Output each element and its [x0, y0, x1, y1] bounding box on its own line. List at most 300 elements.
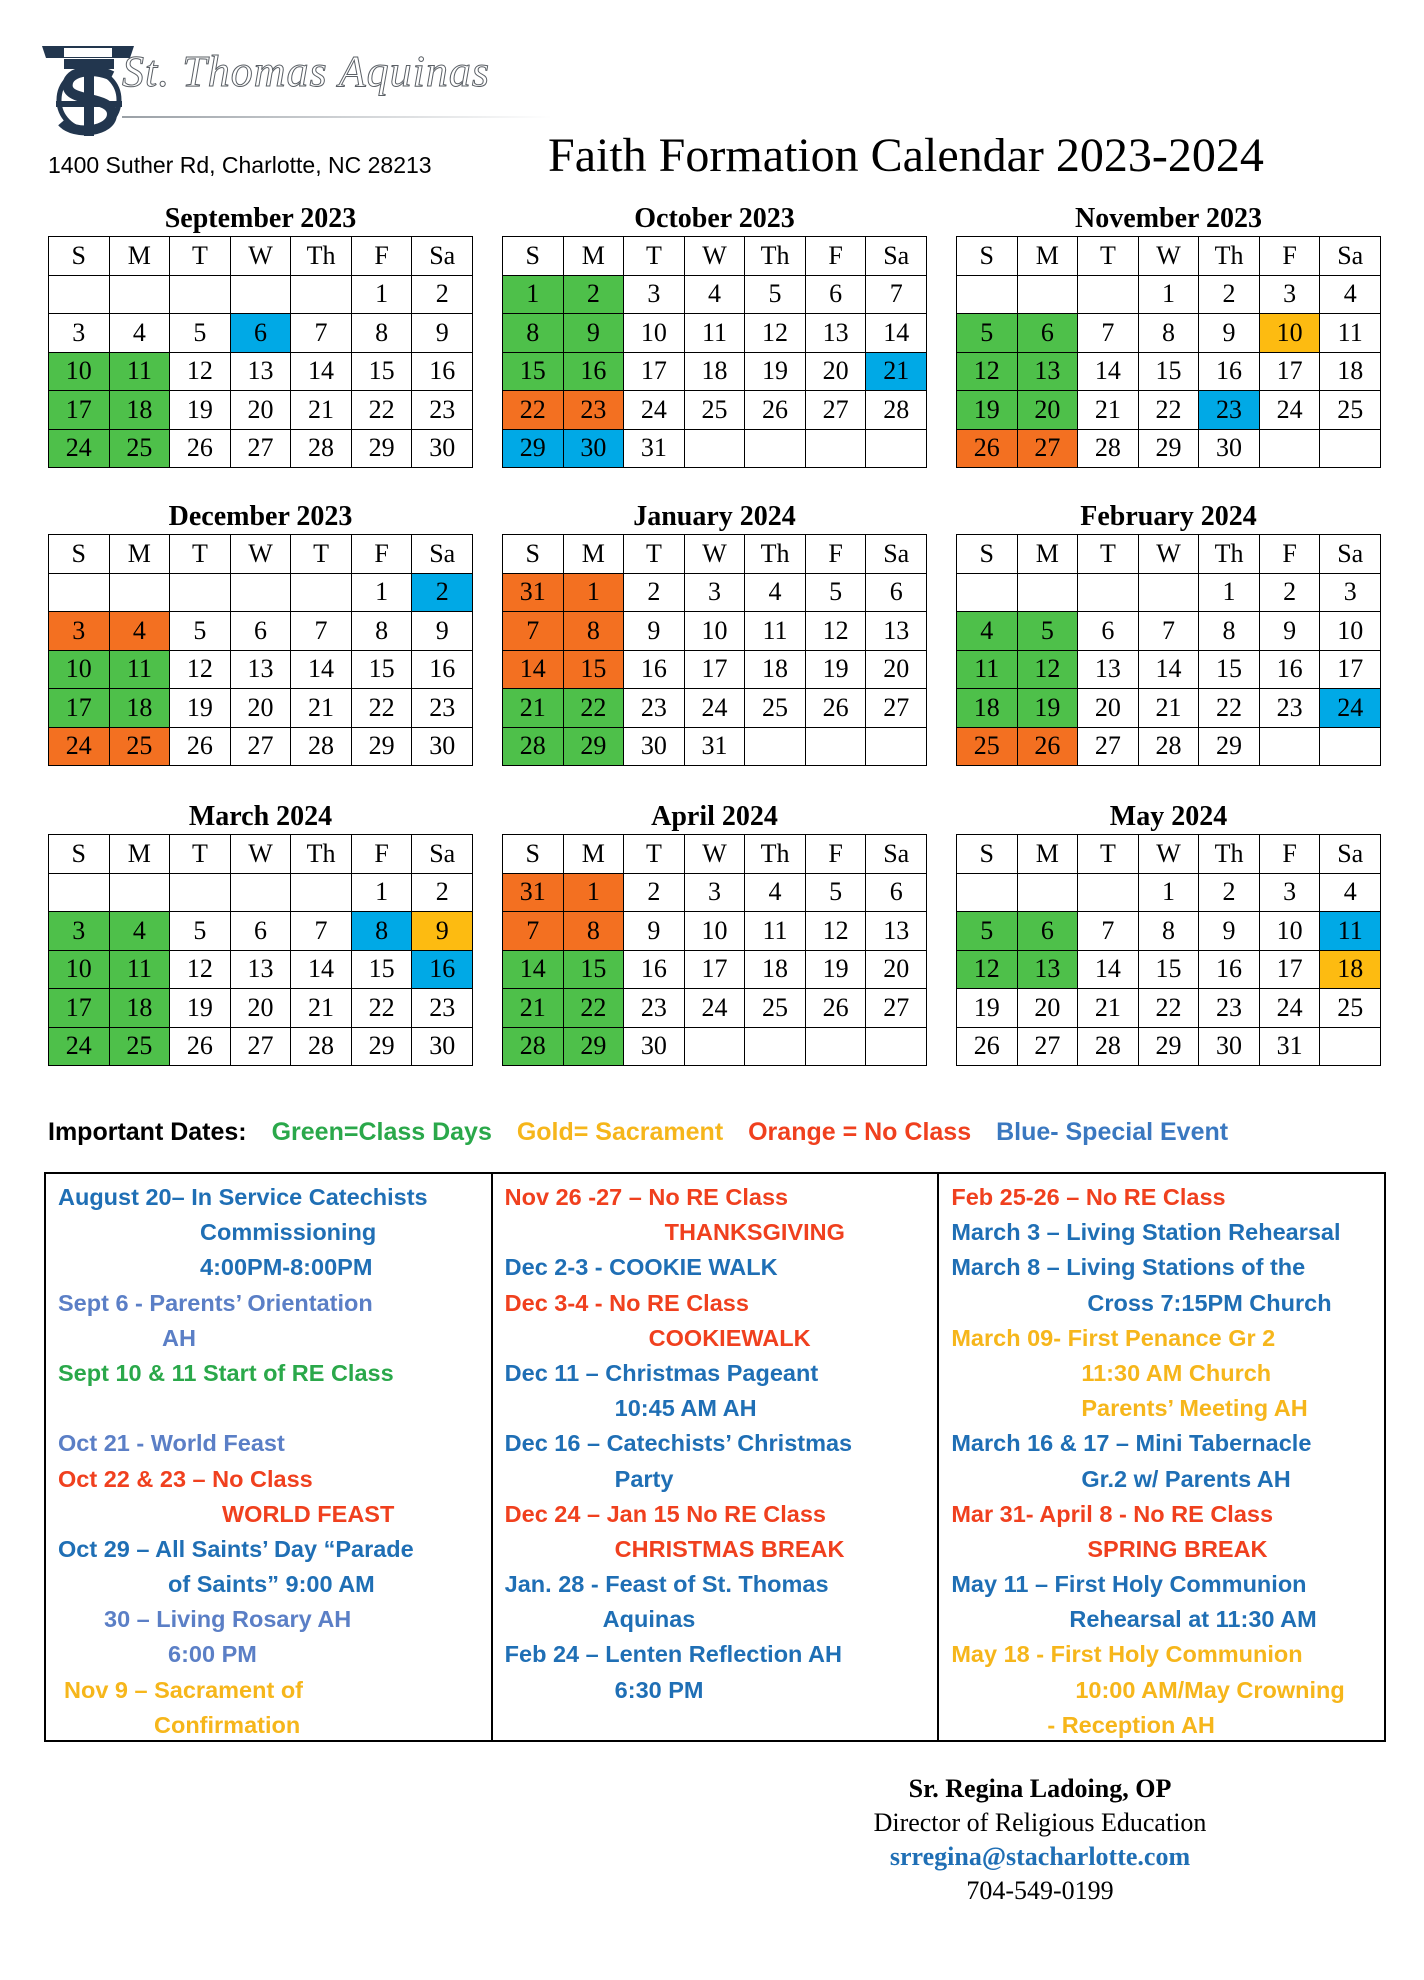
day-cell: 13	[230, 950, 291, 989]
day-cell: 31	[503, 873, 564, 912]
day-cell: 16	[1199, 950, 1260, 989]
day-cell	[170, 873, 231, 912]
weekday-header: Th	[1199, 535, 1260, 574]
weekday-header: M	[1017, 835, 1078, 874]
director-role: Director of Religious Education	[873, 1808, 1207, 1837]
weekday-header-row	[49, 535, 473, 574]
event-line: Parents’ Meeting AH	[1081, 1395, 1308, 1422]
day-cell: 14	[1078, 950, 1139, 989]
event-line: August 20– In Service Catechists	[58, 1184, 428, 1210]
day-cell: 18	[109, 391, 170, 430]
day-cell	[805, 727, 866, 766]
day-cell: 26	[1017, 727, 1078, 766]
day-cell: 10	[49, 352, 110, 391]
day-cell	[1078, 275, 1139, 314]
day-cell: 3	[49, 612, 110, 651]
weekday-header: W	[230, 835, 291, 874]
weekday-header-row	[503, 535, 927, 574]
day-cell: 3	[684, 873, 745, 912]
day-cell: 7	[1078, 314, 1139, 353]
weekday-header: Sa	[412, 535, 473, 574]
weekday-header: T	[1078, 835, 1139, 874]
day-cell: 28	[291, 1027, 352, 1066]
day-cell: 16	[624, 950, 685, 989]
weekday-header: M	[109, 237, 170, 276]
day-cell: 4	[109, 314, 170, 353]
day-cell: 29	[351, 429, 412, 468]
event-line: Nov 26 -27 – No RE Class	[504, 1184, 789, 1210]
day-cell: 16	[563, 352, 624, 391]
day-cell	[291, 873, 352, 912]
day-cell: 10	[684, 912, 745, 951]
event-line: Sept 10 & 11 Start of RE Class	[58, 1359, 394, 1386]
day-cell: 8	[563, 912, 624, 951]
day-cell	[866, 727, 927, 766]
day-cell: 7	[291, 912, 352, 951]
day-cell: 17	[49, 689, 110, 728]
day-cell: 1	[563, 873, 624, 912]
weekday-header: F	[1259, 237, 1320, 276]
week-row	[49, 950, 473, 989]
page-title: Faith Formation Calendar 2023-2024	[548, 129, 1264, 182]
day-cell: 9	[563, 314, 624, 353]
day-cell: 4	[1320, 873, 1381, 912]
weekday-header: T	[170, 535, 231, 574]
day-cell: 29	[563, 1027, 624, 1066]
day-cell: 21	[1138, 689, 1199, 728]
month-grid	[956, 534, 1381, 766]
month-grid	[502, 534, 927, 766]
week-row	[957, 573, 1381, 612]
day-cell	[745, 429, 806, 468]
month-calendar	[502, 500, 927, 766]
day-cell: 2	[624, 873, 685, 912]
day-cell: 10	[49, 950, 110, 989]
weekday-header: F	[351, 237, 412, 276]
week-row	[49, 275, 473, 314]
day-cell: 19	[170, 989, 231, 1028]
weekday-header: Sa	[412, 835, 473, 874]
month-grid	[956, 236, 1381, 468]
legend	[48, 1118, 1246, 1147]
day-cell: 27	[230, 727, 291, 766]
day-cell: 3	[624, 275, 685, 314]
day-cell: 20	[866, 950, 927, 989]
day-cell: 26	[170, 429, 231, 468]
month-grid	[502, 834, 927, 1066]
weekday-header: Th	[745, 535, 806, 574]
day-cell: 12	[745, 314, 806, 353]
day-cell: 19	[745, 352, 806, 391]
weekday-header: T	[624, 535, 685, 574]
weekday-header: F	[351, 535, 412, 574]
week-row	[49, 650, 473, 689]
weekday-header: Sa	[1320, 237, 1381, 276]
day-cell: 4	[109, 912, 170, 951]
day-cell: 20	[230, 689, 291, 728]
event-line	[58, 1391, 483, 1426]
weekday-header-row	[503, 237, 927, 276]
month-grid	[48, 236, 473, 468]
day-cell: 18	[1320, 352, 1381, 391]
day-cell	[230, 275, 291, 314]
day-cell: 18	[684, 352, 745, 391]
day-cell: 26	[957, 429, 1018, 468]
day-cell	[1078, 573, 1139, 612]
address: 1400 Suther Rd, Charlotte, NC 28213	[48, 152, 432, 178]
weekday-header: M	[1017, 237, 1078, 276]
day-cell: 7	[866, 275, 927, 314]
weekday-header: M	[563, 535, 624, 574]
week-row	[503, 989, 927, 1028]
month-name: April 2024	[651, 801, 778, 832]
week-row	[957, 873, 1381, 912]
day-cell: 29	[1138, 1027, 1199, 1066]
events-column	[46, 1174, 493, 1740]
day-cell: 15	[1138, 352, 1199, 391]
day-cell: 11	[109, 352, 170, 391]
month-name: September 2023	[164, 203, 357, 234]
day-cell	[1320, 429, 1381, 468]
weekday-header: S	[503, 237, 564, 276]
day-cell: 14	[1078, 352, 1139, 391]
event-line: Aquinas	[602, 1606, 696, 1633]
weekday-header: T	[1078, 535, 1139, 574]
week-row	[503, 650, 927, 689]
day-cell	[109, 573, 170, 612]
day-cell	[866, 429, 927, 468]
month-calendar	[502, 800, 927, 1066]
day-cell: 22	[563, 989, 624, 1028]
day-cell: 6	[1017, 912, 1078, 951]
event-line: March 8 – Living Stations of the	[951, 1254, 1306, 1281]
day-cell: 15	[1138, 950, 1199, 989]
month-calendar	[48, 500, 473, 766]
day-cell: 29	[351, 727, 412, 766]
month-calendar	[48, 800, 473, 1066]
day-cell: 27	[866, 989, 927, 1028]
day-cell: 4	[745, 873, 806, 912]
day-cell	[230, 873, 291, 912]
day-cell: 2	[412, 573, 473, 612]
event-line: May 11 – First Holy Communion	[951, 1571, 1307, 1598]
day-cell: 12	[170, 650, 231, 689]
day-cell: 25	[957, 727, 1018, 766]
day-cell: 5	[170, 612, 231, 651]
day-cell: 8	[1138, 314, 1199, 353]
weekday-header: Sa	[1320, 835, 1381, 874]
day-cell: 24	[49, 727, 110, 766]
day-cell: 1	[351, 573, 412, 612]
day-cell: 22	[1138, 391, 1199, 430]
day-cell: 30	[412, 1027, 473, 1066]
day-cell	[291, 275, 352, 314]
events-column	[939, 1174, 1384, 1740]
day-cell: 20	[1017, 989, 1078, 1028]
week-row	[49, 352, 473, 391]
day-cell: 11	[684, 314, 745, 353]
day-cell: 2	[412, 873, 473, 912]
event-line: of Saints” 9:00 AM	[168, 1571, 375, 1598]
month-grid	[502, 236, 927, 468]
day-cell	[866, 1027, 927, 1066]
day-cell: 7	[1078, 912, 1139, 951]
day-cell: 27	[230, 1027, 291, 1066]
week-row	[957, 912, 1381, 951]
day-cell: 12	[170, 950, 231, 989]
weekday-header: Sa	[866, 835, 927, 874]
day-cell: 31	[684, 727, 745, 766]
day-cell: 12	[957, 352, 1018, 391]
week-row	[957, 612, 1381, 651]
event-line: Nov 9 – Sacrament of	[64, 1676, 304, 1703]
day-cell: 28	[503, 1027, 564, 1066]
day-cell: 23	[412, 989, 473, 1028]
day-cell: 30	[412, 429, 473, 468]
day-cell: 9	[624, 912, 685, 951]
day-cell: 4	[684, 275, 745, 314]
weekday-header: M	[109, 535, 170, 574]
event-line: Jan. 28 - Feast of St. Thomas	[504, 1571, 829, 1598]
weekday-header: S	[957, 237, 1018, 276]
day-cell: 26	[170, 727, 231, 766]
legend-label: Important Dates:	[48, 1118, 247, 1146]
weekday-header: Th	[1199, 237, 1260, 276]
day-cell: 27	[1078, 727, 1139, 766]
day-cell: 27	[230, 429, 291, 468]
weekday-header: S	[503, 535, 564, 574]
week-row	[957, 275, 1381, 314]
day-cell: 28	[1078, 429, 1139, 468]
day-cell: 7	[503, 612, 564, 651]
day-cell: 12	[957, 950, 1018, 989]
day-cell	[1138, 573, 1199, 612]
event-line: Gr.2 w/ Parents AH	[1081, 1465, 1291, 1492]
weekday-header: F	[1259, 835, 1320, 874]
day-cell: 21	[503, 689, 564, 728]
weekday-header: W	[684, 835, 745, 874]
day-cell: 10	[1320, 612, 1381, 651]
week-row	[49, 429, 473, 468]
day-cell: 21	[291, 689, 352, 728]
event-line: 10:45 AM AH	[614, 1395, 757, 1422]
day-cell: 18	[109, 689, 170, 728]
event-line	[505, 1708, 930, 1743]
day-cell: 20	[230, 989, 291, 1028]
week-row	[49, 912, 473, 951]
week-row	[957, 352, 1381, 391]
day-cell	[684, 1027, 745, 1066]
week-row	[957, 314, 1381, 353]
event-line: Oct 29 – All Saints’ Day “Parade	[58, 1535, 414, 1562]
day-cell: 9	[1199, 912, 1260, 951]
day-cell: 11	[109, 950, 170, 989]
event-line: 10:00 AM/May Crowning	[1075, 1676, 1345, 1703]
event-line: 11:30 AM Church	[1081, 1359, 1272, 1386]
day-cell: 12	[805, 612, 866, 651]
event-line: Dec 11 – Christmas Pageant	[504, 1359, 819, 1386]
event-line: Oct 22 & 23 – No Class	[58, 1465, 313, 1492]
day-cell: 5	[1017, 612, 1078, 651]
event-line: March 16 & 17 – Mini Tabernacle	[951, 1430, 1312, 1457]
month-grid	[956, 834, 1381, 1066]
event-line: Cross 7:15PM Church	[1087, 1289, 1332, 1316]
day-cell: 10	[684, 612, 745, 651]
weekday-header: T	[170, 835, 231, 874]
event-line: 6:00 PM	[168, 1641, 257, 1668]
day-cell: 24	[1320, 689, 1381, 728]
day-cell: 25	[109, 429, 170, 468]
day-cell: 18	[957, 689, 1018, 728]
event-line: Mar 31- April 8 - No RE Class	[951, 1500, 1274, 1527]
day-cell: 28	[291, 727, 352, 766]
week-row	[49, 989, 473, 1028]
day-cell: 4	[745, 573, 806, 612]
day-cell: 31	[624, 429, 685, 468]
day-cell: 22	[351, 391, 412, 430]
day-cell: 15	[351, 650, 412, 689]
day-cell: 19	[805, 650, 866, 689]
day-cell: 21	[291, 391, 352, 430]
day-cell: 13	[1017, 950, 1078, 989]
legend-blue: Blue- Special Event	[996, 1118, 1229, 1146]
day-cell: 8	[563, 612, 624, 651]
day-cell: 31	[1259, 1027, 1320, 1066]
day-cell: 25	[684, 391, 745, 430]
month-calendar	[956, 800, 1381, 1066]
day-cell: 19	[957, 989, 1018, 1028]
day-cell: 20	[230, 391, 291, 430]
day-cell	[957, 573, 1018, 612]
day-cell: 23	[412, 391, 473, 430]
day-cell: 20	[805, 352, 866, 391]
day-cell: 18	[1320, 950, 1381, 989]
day-cell: 6	[230, 912, 291, 951]
day-cell: 8	[351, 314, 412, 353]
weekday-header: Th	[745, 835, 806, 874]
school-name: St. Thomas Aquinas	[122, 47, 491, 96]
weekday-header: W	[684, 535, 745, 574]
day-cell: 16	[412, 650, 473, 689]
day-cell: 14	[503, 950, 564, 989]
weekday-header: W	[684, 237, 745, 276]
day-cell: 25	[109, 1027, 170, 1066]
weekday-header: W	[1138, 535, 1199, 574]
legend-orange: Orange = No Class	[748, 1118, 972, 1146]
legend-gold: Gold= Sacrament	[516, 1118, 724, 1146]
day-cell: 9	[1199, 314, 1260, 353]
week-row	[503, 912, 927, 951]
day-cell: 21	[291, 989, 352, 1028]
day-cell: 17	[684, 650, 745, 689]
signature-block	[820, 1772, 1260, 1908]
day-cell: 5	[805, 573, 866, 612]
month-name: November 2023	[1075, 203, 1262, 234]
week-row	[503, 612, 927, 651]
day-cell: 23	[412, 689, 473, 728]
day-cell	[1078, 873, 1139, 912]
day-cell: 2	[1199, 873, 1260, 912]
day-cell: 29	[351, 1027, 412, 1066]
day-cell: 23	[624, 689, 685, 728]
day-cell	[109, 275, 170, 314]
day-cell: 13	[866, 912, 927, 951]
event-line: Dec 24 – Jan 15 No RE Class	[504, 1500, 827, 1527]
weekday-header-row	[49, 237, 473, 276]
day-cell: 4	[109, 612, 170, 651]
day-cell: 27	[1017, 429, 1078, 468]
day-cell: 27	[866, 689, 927, 728]
day-cell: 9	[412, 314, 473, 353]
day-cell: 1	[1138, 275, 1199, 314]
month-name: May 2024	[1109, 801, 1228, 832]
day-cell: 15	[503, 352, 564, 391]
day-cell: 1	[351, 873, 412, 912]
legend-green: Green=Class Days	[271, 1118, 492, 1146]
day-cell: 23	[1259, 689, 1320, 728]
event-line: March 3 – Living Station Rehearsal	[951, 1219, 1341, 1246]
day-cell: 24	[1259, 989, 1320, 1028]
event-line: Rehearsal at 11:30 AM	[1069, 1606, 1317, 1633]
day-cell: 2	[1259, 573, 1320, 612]
day-cell	[745, 727, 806, 766]
week-row	[49, 573, 473, 612]
weekday-header: W	[1138, 835, 1199, 874]
weekday-header: T	[170, 237, 231, 276]
weekday-header: T	[624, 835, 685, 874]
event-line: COOKIEWALK	[648, 1324, 811, 1351]
day-cell: 8	[1138, 912, 1199, 951]
event-line: Dec 3-4 - No RE Class	[504, 1289, 749, 1316]
day-cell: 1	[1199, 573, 1260, 612]
day-cell: 1	[351, 275, 412, 314]
day-cell: 2	[1199, 275, 1260, 314]
day-cell	[957, 873, 1018, 912]
day-cell: 28	[503, 727, 564, 766]
weekday-header-row	[49, 835, 473, 874]
week-row	[957, 1027, 1381, 1066]
day-cell: 11	[1320, 912, 1381, 951]
weekday-header: S	[49, 237, 110, 276]
weekday-header: F	[805, 237, 866, 276]
day-cell: 25	[745, 989, 806, 1028]
day-cell: 19	[805, 950, 866, 989]
day-cell: 9	[1259, 612, 1320, 651]
day-cell: 19	[1017, 689, 1078, 728]
day-cell: 30	[624, 727, 685, 766]
weekday-header: T	[1078, 237, 1139, 276]
week-row	[503, 314, 927, 353]
day-cell: 14	[1138, 650, 1199, 689]
day-cell: 1	[503, 275, 564, 314]
week-row	[503, 1027, 927, 1066]
day-cell: 12	[805, 912, 866, 951]
day-cell: 16	[624, 650, 685, 689]
events-column	[493, 1174, 940, 1740]
event-line: 6:30 PM	[614, 1676, 704, 1703]
director-email[interactable]: srregina@stacharlotte.com	[889, 1842, 1191, 1871]
day-cell: 29	[1199, 727, 1260, 766]
day-cell: 3	[1320, 573, 1381, 612]
day-cell	[49, 873, 110, 912]
day-cell: 27	[1017, 1027, 1078, 1066]
event-line: 4:00PM-8:00PM	[200, 1254, 373, 1281]
week-row	[957, 650, 1381, 689]
day-cell: 8	[503, 314, 564, 353]
day-cell: 25	[1320, 391, 1381, 430]
day-cell: 2	[624, 573, 685, 612]
day-cell: 11	[109, 650, 170, 689]
